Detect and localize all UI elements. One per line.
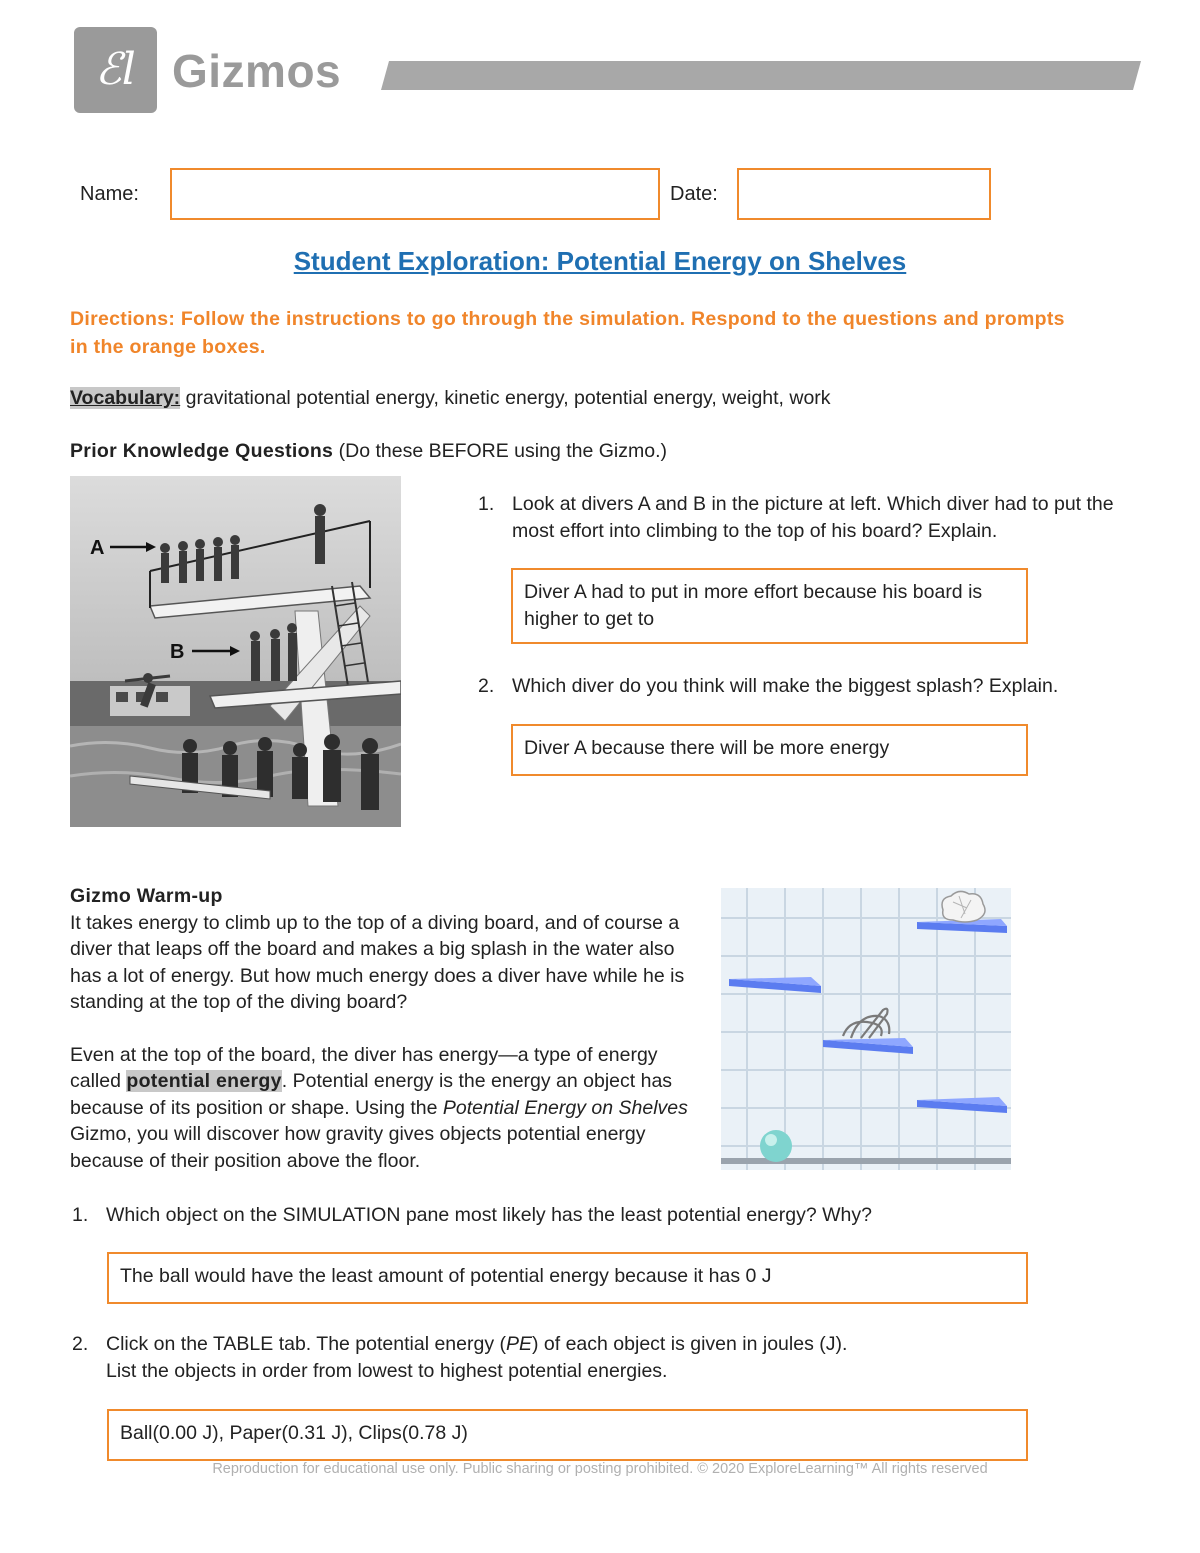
name-label: Name: [80,183,139,205]
warmup-paragraph-1: It takes energy to climb up to the top of a diving board, and of course a diver that leaps off the board and makes a big splash in the water also has a lot of energy. But how much energy does a diver have while he is standing at the top of the diving board? [70,911,685,1013]
date-field[interactable] [737,168,991,220]
vocabulary-label: Vocabulary: [70,387,181,409]
diving-platform-photo [70,476,401,827]
question-text-a: Click on the TABLE tab. The potential energy ( [106,1333,506,1355]
brand-name: Gizmos [172,45,342,97]
paper-icon [942,891,985,922]
warmup-paragraph-2 [70,1042,710,1175]
answer-box-prior-2[interactable]: Diver A because there will be more energy [511,724,1028,776]
answer-box-prior-1[interactable]: Diver A had to put in more effort because his board is higher to get to [511,568,1028,644]
header-banner-bar [381,61,1141,90]
question-text [106,1331,1056,1384]
pe-abbreviation: PE [505,1333,532,1355]
answer-box-warmup-1[interactable]: The ball would have the least amount of potential energy because it has 0 J [107,1252,1028,1304]
warmup-text-b: . Potential energy is the energy an object has because of its position or shape. Using the [70,1070,673,1119]
vocabulary-terms: gravitational potential energy, kinetic energy, potential energy, weight, work [180,387,831,409]
logo-glyph: ℰl [95,44,136,95]
photo-label-a: A [90,537,105,559]
prior-knowledge-title: Prior Knowledge Questions [70,440,334,462]
question-number: 2. [478,675,495,697]
copyright-footer: Reproduction for educational use only. Public sharing or posting prohibited. © 2020 ExploreLearning™ All rights reserved [212,1461,988,1477]
warmup-section [70,883,710,1174]
prior-question-1 [478,491,1138,551]
answer-box-warmup-2[interactable]: Ball(0.00 J), Paper(0.31 J), Clips(0.78 J) [107,1409,1028,1461]
question-text-line2: List the objects in order from lowest to highest potential energies. [106,1359,668,1382]
gizmos-logo [74,27,157,113]
ball-icon [760,1130,792,1162]
question-number: 1. [478,493,495,515]
question-number: 2. [72,1333,89,1355]
directions: Directions: Follow the instructions to go through the simulation. Respond to the questions and prompts in the orange boxes. [70,308,1065,358]
prior-knowledge-note: (Do these BEFORE using the Gizmo.) [333,440,667,462]
name-field[interactable] [170,168,660,220]
potential-energy-term: potential energy [126,1070,282,1092]
question-text: Which object on the SIMULATION pane most likely has the least potential energy? Why? [106,1204,872,1226]
date-label: Date: [670,183,718,205]
question-number: 1. [72,1204,89,1226]
warmup-heading: Gizmo Warm-up [70,885,223,907]
question-text-b: ) of each object is given in joules (J). [532,1333,848,1355]
question-text: Look at divers A and B in the picture at left. Which diver had to put the most effort into climbing to the top of his board? Explain. [512,493,1114,542]
prior-knowledge-heading [70,438,970,465]
gizmo-simulation-pane [721,888,1011,1170]
warmup-text-c: Gizmo, you will discover how gravity gives objects potential energy because of their position above the floor. [70,1123,646,1172]
photo-label-b: B [170,641,185,663]
question-text: Which diver do you think will make the biggest splash? Explain. [512,675,1059,697]
page-title[interactable]: Student Exploration: Potential Energy on Shelves [293,246,907,276]
gizmo-name: Potential Energy on Shelves [442,1096,688,1119]
warmup-text-a: Even at the top of the board, the diver has energy—a type of energy called [70,1043,658,1092]
vocabulary-line [70,385,1120,412]
